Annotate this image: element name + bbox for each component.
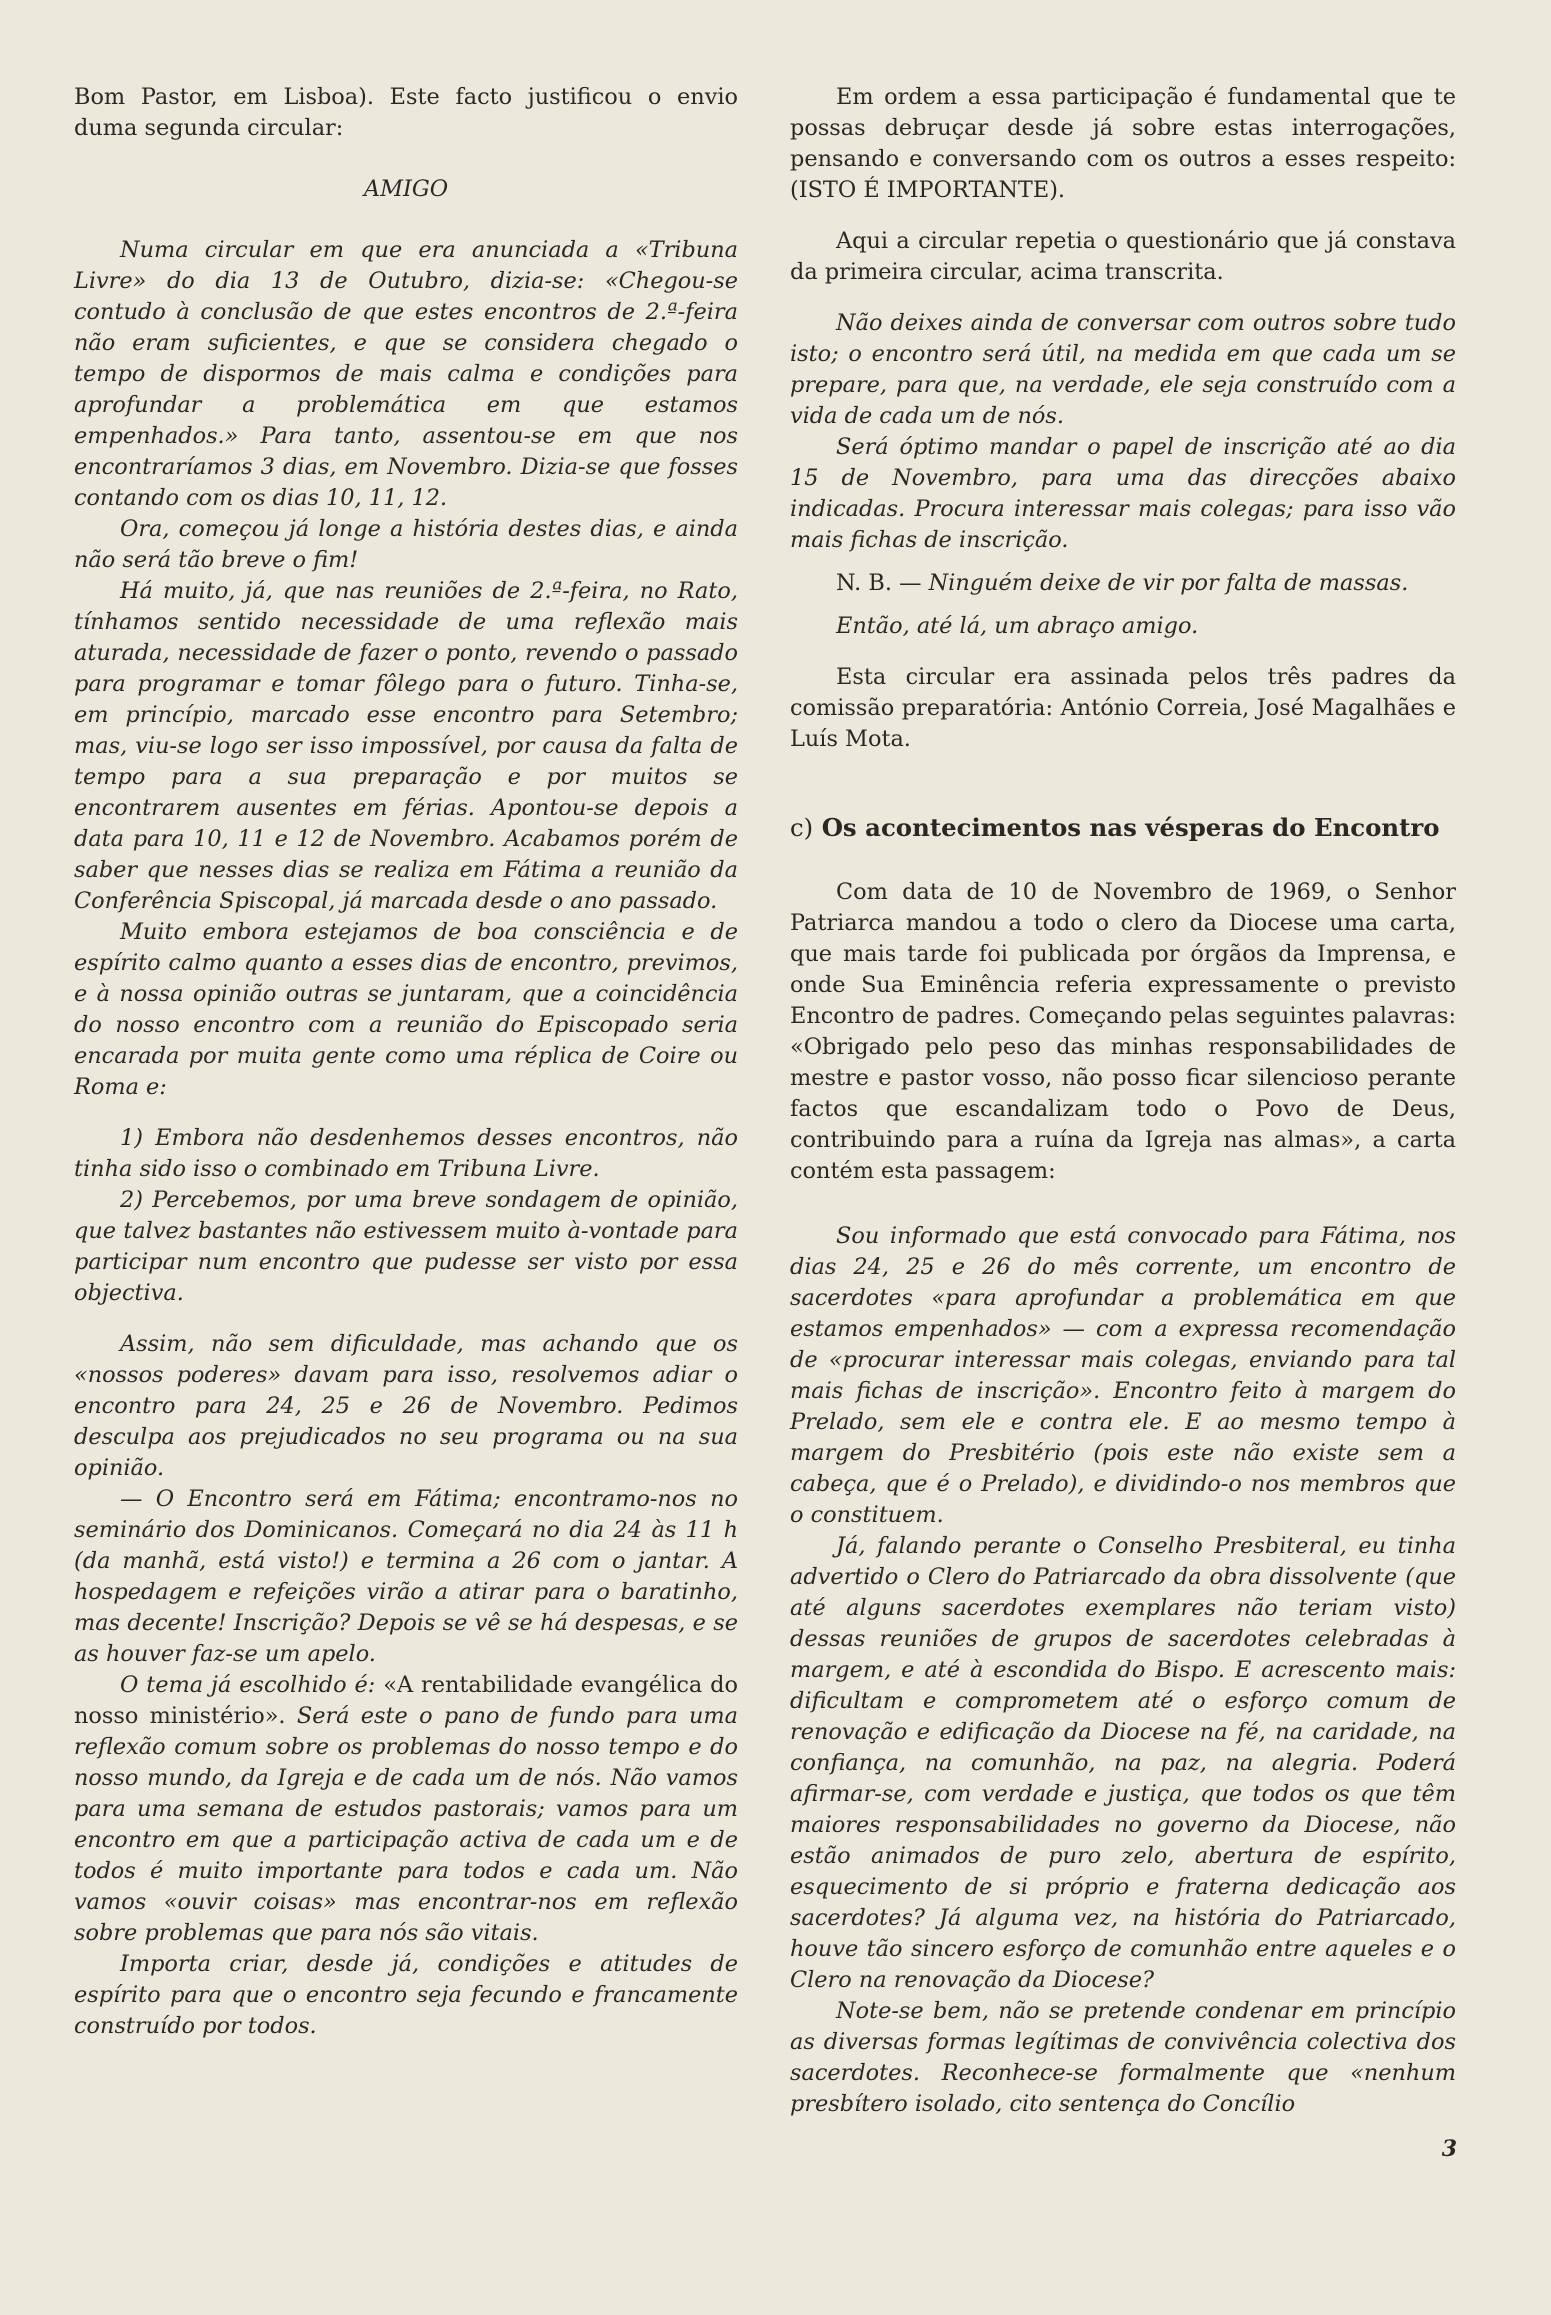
- circular-paragraph: Ora, começou já longe a história destes dias, e ainda não será tão breve o fim!: [74, 516, 738, 573]
- theme-paragraph: [74, 1670, 738, 1949]
- paragraph: Aqui a circular repetia o questionário que já constava da primeira circular, acima transcrita.: [790, 228, 1456, 285]
- circular-paragraph: Numa circular em que era anunciada a «Tribuna Livre» do dia 13 de Outubro, dizia-se: «Chegou-se contudo à conclusão de que estes encontros de 2.ª-feira não eram suficientes, e que se considera chegado o tempo de dispormos de mais calma e condições para aprofundar a problemática em que estamos empenhados.» Para tanto, assentou-se em que nos encontraríamos 3 dias, em Novembro. Dizia-se que fosses contando com os dias 10, 11, 12.: [74, 237, 738, 511]
- section-label: c): [790, 813, 814, 842]
- section-heading: [790, 811, 1456, 845]
- circular-paragraph: Não deixes ainda de conversar com outros sobre tudo isto; o encontro será útil, na medida em que cada um se prepare, para que, na verdade, ele seja construído com a vida de cada um de nós.: [790, 310, 1456, 429]
- circular-paragraph: Há muito, já, que nas reuniões de 2.ª-feira, no Rato, tínhamos sentido necessidade de uma reflexão mais aturada, necessidade de fazer o ponto, revendo o passado para programar e tomar fôlego para o futuro. Tinha-se, em princípio, marcado esse encontro para Setembro; mas, viu-se logo ser isso impossível, por causa da falta de tempo para a sua preparação e por muitos se encontrarem ausentes em férias. Apontou-se depois a data para 10, 11 e 12 de Novembro. Acabamos porém de saber que nesses dias se realiza em Fátima a reunião da Conferência Spiscopal, já marcada desde o ano passado.: [74, 578, 738, 914]
- circular-paragraph: — O Encontro será em Fátima; encontramo-nos no seminário dos Dominicanos. Começará no dia 24 às 11 h (da manhã, está visto!) e termina a 26 com o jantar. A hospedagem e refeições virão a atirar para o baratinho, mas decente! Inscrição? Depois se vê se há despesas, e se as houver faz-se um apelo.: [74, 1486, 738, 1667]
- left-column: [74, 82, 738, 2042]
- letter-quote: Já, falando perante o Conselho Presbiteral, eu tinha advertido o Clero do Patriarcado da obra dissolvente (que até alguns sacerdotes exemplares não teriam visto) dessas reuniões de grupos de sacerdotes celebradas à margem, e até à escondida do Bispo. E acrescento mais: dificultam e comprometem até o esforço comum de renovação e edificação da Diocese na fé, na caridade, na confiança, na comunhão, na paz, na alegria. Poderá afirmar-se, com verdade e justiça, que todos os que têm maiores responsabilidades no governo da Diocese, não estão animados de puro zelo, abertura de espírito, esquecimento de si próprio e fraterna dedicação aos sacerdotes? Já alguma vez, na história do Patriarcado, houve tão sincero esforço de comunhão entre aqueles e o Clero na renovação da Diocese?: [790, 1533, 1456, 1993]
- circular-paragraph: Será óptimo mandar o papel de inscrição até ao dia 15 de Novembro, para uma das direcções abaixo indicadas. Procura interessar mais colegas; para isso vão mais fichas de inscrição.: [790, 434, 1456, 553]
- circular-paragraph: Assim, não sem dificuldade, mas achando que os «nossos poderes» davam para isso, resolvemos adiar o encontro para 24, 25 e 26 de Novembro. Pedimos desculpa aos prejudicados no seu programa ou na sua opinião.: [74, 1331, 738, 1481]
- theme-body: Será este o pano de fundo para uma reflexão comum sobre os problemas do nosso tempo e do nosso mundo, da Igreja e de cada um de nós. Não vamos para uma semana de estudos pastorais; vamos para um encontro em que a participação activa de cada um e de todos é muito importante para todos e cada um. Não vamos «ouvir coisas» mas encontrar-nos em reflexão sobre problemas que para nós são vitais.: [74, 1703, 738, 1946]
- nb-text: Ninguém deixe de vir por falta de massas.: [928, 570, 1409, 596]
- letter-quote: Note-se bem, não se pretende condenar em princípio as diversas formas legítimas de convivência colectiva dos sacerdotes. Reconhece-se formalmente que «nenhum presbítero isolado, cito sentença do Concílio: [790, 1998, 1456, 2117]
- section-title: Os acontecimentos nas vésperas do Encontro: [821, 813, 1440, 842]
- nb-label: N. B. —: [836, 570, 929, 596]
- page-number: 3: [1441, 2136, 1457, 2162]
- numbered-item: 1) Embora não desdenhemos desses encontros, não tinha sido isso o combinado em Tribuna Livre.: [74, 1125, 738, 1182]
- theme-quote: «A rentabilidade evangélica do nosso ministério».: [74, 1672, 738, 1729]
- farewell: Então, até lá, um abraço amigo.: [836, 613, 1199, 639]
- paragraph: Com data de 10 de Novembro de 1969, o Senhor Patriarca mandou a todo o clero da Diocese uma carta, que mais tarde foi publicada por órgãos da Imprensa, e onde Sua Eminência referia expressamente o previsto Encontro de padres. Começando pelas seguintes palavras: «Obrigado pelo peso das minhas responsabilidades de mestre e pastor vosso, não posso ficar silencioso perante factos que escandalizam todo o Povo de Deus, contribuindo para a ruína da Igreja nas almas», a carta contém esta passagem:: [790, 879, 1456, 1184]
- paragraph: Em ordem a essa participação é fundamental que te possas debruçar desde já sobre estas interrogações, pensando e conversando com os outros a esses respeito: (ISTO É IMPORTANTE).: [790, 84, 1456, 203]
- theme-lead: O tema já escolhido é:: [120, 1672, 384, 1698]
- numbered-item: 2) Percebemos, por uma breve sondagem de opinião, que talvez bastantes não estivessem muito à-vontade para participar num encontro que pudesse ser visto por essa objectiva.: [74, 1187, 738, 1306]
- letter-quote: Sou informado que está convocado para Fátima, nos dias 24, 25 e 26 do mês corrente, um encontro de sacerdotes «para aprofundar a problemática em que estamos empenhados» — com a expressa recomendação de «procurar interessar mais colegas, enviando para tal mais fichas de inscrição». Encontro feito à margem do Prelado, sem ele e contra ele. E ao mesmo tempo à margem do Presbitério (pois este não existe sem a cabeça, que é o Prelado), e dividindo-o nos membros que o constituem.: [790, 1223, 1456, 1528]
- right-column: [790, 82, 1456, 2120]
- nb-note: [790, 568, 1456, 599]
- salutation: AMIGO: [363, 176, 449, 202]
- intro-text: Bom Pastor, em Lisboa). Este facto justificou o envio duma segunda circular:: [74, 84, 738, 141]
- signature-note: Esta circular era assinada pelos três padres da comissão preparatória: António Correia, José Magalhães e Luís Mota.: [790, 664, 1456, 752]
- closing-paragraph: Importa criar, desde já, condições e atitudes de espírito para que o encontro seja fecundo e francamente construído por todos.: [74, 1951, 738, 2039]
- circular-paragraph: Muito embora estejamos de boa consciência e de espírito calmo quanto a esses dias de encontro, previmos, e à nossa opinião outras se juntaram, que a coincidência do nosso encontro com a reunião do Episcopado seria encarada por muita gente como uma réplica de Coire ou Roma e:: [74, 919, 738, 1100]
